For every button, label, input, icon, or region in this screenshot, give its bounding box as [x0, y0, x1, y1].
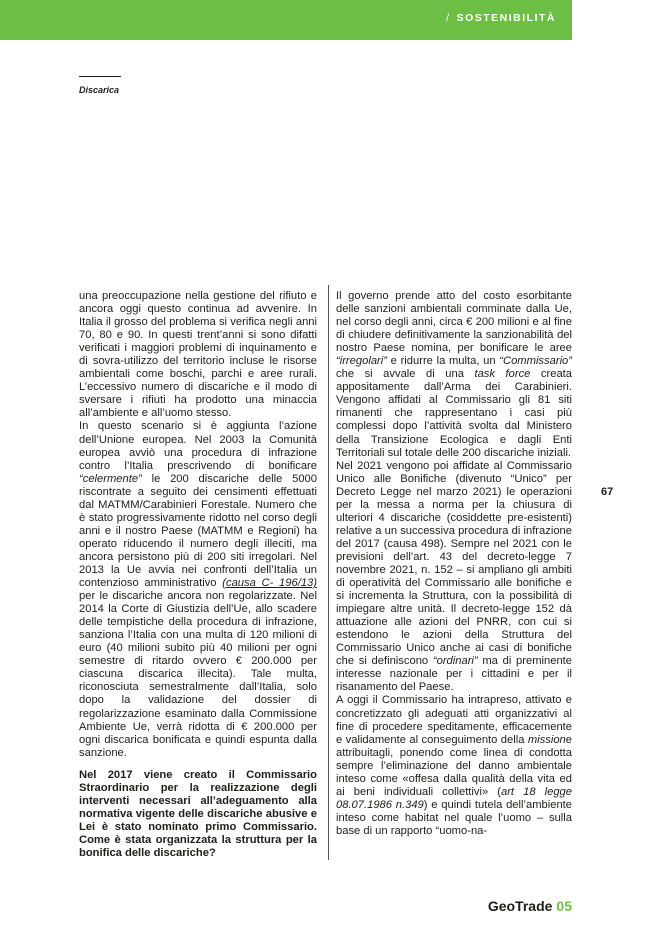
paragraph — [336, 460, 572, 695]
section-label — [446, 12, 556, 24]
text-run: task force — [474, 368, 531, 381]
paragraph — [336, 694, 572, 838]
text-run: mission — [527, 733, 566, 746]
text-run: per le discariche ancora non regolarizzate. Nel 2014 la Corte di Giustizia dell’Ue, allo scadere delle tempistiche della procedura di infrazione, sanziona l’Italia con una multa di 120 milioni di euro (40 milioni subito più 40 milioni per ogni semestre di ritardo ovvero € 200.000 per ciascuna discarica illecita). Tale multa, riconosciuta semestralmente dall’Italia, solo dopo la validazione del dossier di regolarizzazione esaminato dalla Commissione Ambiente Ue, verrà ridotta di € 200.000 per ogni discarica bonificata e quindi espunta dalla sanzione. — [79, 590, 317, 759]
text-run: art 18 legge 08.07.1986 n.349 — [336, 785, 572, 811]
footer-brand — [488, 898, 572, 914]
right-paragraphs — [336, 290, 572, 838]
paragraph — [336, 290, 572, 460]
text-run: A oggi il Commissario ha intrapreso, attivato e concretizzato gli adeguati atti organizzativi al fine di procedere speditamente, efficacemente e validamente al conseguimento della — [336, 694, 572, 746]
text-run: ) e quindi tutela dell’ambiente inteso come habitat nel quale l’uomo – sulla base di un rapporto “uomo-na- — [336, 798, 572, 837]
text-run: Nel 2021 vengono poi affidate al Commissario Unico alle Bonifiche (divenuto “Unico” per Decreto Legge nel marzo 2021) le operazioni per la messa a norma per la chiusura di ulteriori 4 discariche (cosiddette pre-esistenti) relative a un successiva procedura di infrazione del 2017 (causa 498). Sempre nel 2021 con le previsioni dell’art. 43 del decreto-legge 7 novembre 2021, n. 152 – si ampliano gli ambiti di operatività del Commissario alle bonifiche e si incrementa la Struttura, con la possibilità di impiegare altre unità. Il decreto-legge 152 dà attuazione alle azioni del PNRR, con cui si estendono le azioni della Struttura del Commissario Unico anche ai casi di bonifiche che si definiscono — [336, 459, 572, 668]
text-run: In questo scenario si è aggiunta l’azione dell’Unione europea. Nel 2003 la Comunità europea avviò una procedura di infrazione contro l’Italia prescrivendo di bonificare — [79, 420, 317, 472]
interview-question: Nel 2017 viene creato il Commissario Straordinario per la realizzazione degli interventi necessari all’adeguamento alla normativa vigente delle discariche abusive e Lei è stato nominato primo Commissario. Come è stata organizzata la struttura per la bonifica delle discariche? — [79, 768, 317, 859]
section-title: SOSTENIBILITÀ — [456, 12, 556, 24]
header-bar — [0, 0, 572, 40]
page-number: 67 — [601, 486, 614, 498]
paragraph — [79, 420, 317, 759]
paragraph — [79, 290, 317, 420]
image-caption: Discarica — [79, 85, 120, 95]
text-run: creata appositamente dall’Arma dei Carabinieri. Vengono affidati al Commissario gli 81 siti rimanenti che rappresentano i casi più complessi dopo l’attività svolta dal Ministero della Transizione Ecologica e dagli Enti Territoriali sul totale delle 200 discariche iniziali. — [336, 368, 573, 459]
text-run: ma di preminente interesse nazionale per i cittadini e per il risanamento del Paese. — [336, 655, 573, 694]
text-run: “ordinari” — [432, 655, 478, 668]
text-run: che si avvale di una — [336, 368, 475, 381]
issue-number: 05 — [556, 898, 572, 914]
caption-rule — [79, 76, 121, 77]
text-run: Il governo prende atto del costo esorbitante delle sanzioni ambientali comminate dalla Ue, nel corso degli anni, circa € 200 milioni e al fine di chiudere definitivamente la sanzionabilità del nostro Paese nomina, per bonificare le aree — [336, 290, 572, 355]
text-run: “Commissario” — [499, 355, 572, 368]
brand-name: GeoTrade — [487, 898, 553, 914]
text-run: e ridurre la multa, un — [386, 355, 500, 368]
text-run: una preoccupazione nella gestione del rifiuto e ancora oggi questo continua ad avvenire. In Italia il grosso del problema si verifica negli anni 70, 80 e 90. In questi trent’anni si sono difatti verificati i maggiori problemi di inquinamento e di sovra-utilizzo del territorio incluse le risorse ambientali come boschi, parchi e aree rurali. L’eccessivo numero di discariche e il modo di sversare i rifiuti ha prodotto una minaccia all’ambiente e all’uomo stesso. — [79, 290, 317, 420]
text-run: (causa C- 196/13) — [222, 577, 317, 590]
right-column — [336, 290, 572, 838]
text-run: “irregolari” — [336, 355, 387, 368]
text-run: e attribuitagli, ponendo come linea di condotta sempre l’eliminazione del danno ambientale inteso come «offesa dalla qualità della vita ed ai beni individuali collettivi» ( — [336, 733, 572, 798]
slash-divider: / — [446, 12, 451, 24]
left-column — [79, 290, 317, 860]
text-run: le 200 discariche delle 5000 riscontrate a seguito dei censimenti effettuati dal MATMM/Carabinieri Forestale. Numero che è stato progressivamente ridotto nel corso degli anni e il nostro Paese (MATMM e Regioni) ha operato riducendo il numero degli illeciti, ma ancora persistono più di 200 siti irregolari. Nel 2013 la Ue avvia nei confronti dell’Italia un contenzioso amministrativo — [79, 472, 317, 590]
text-run: “celermente” — [79, 472, 142, 485]
column-divider — [328, 285, 329, 860]
left-paragraphs — [79, 290, 317, 760]
